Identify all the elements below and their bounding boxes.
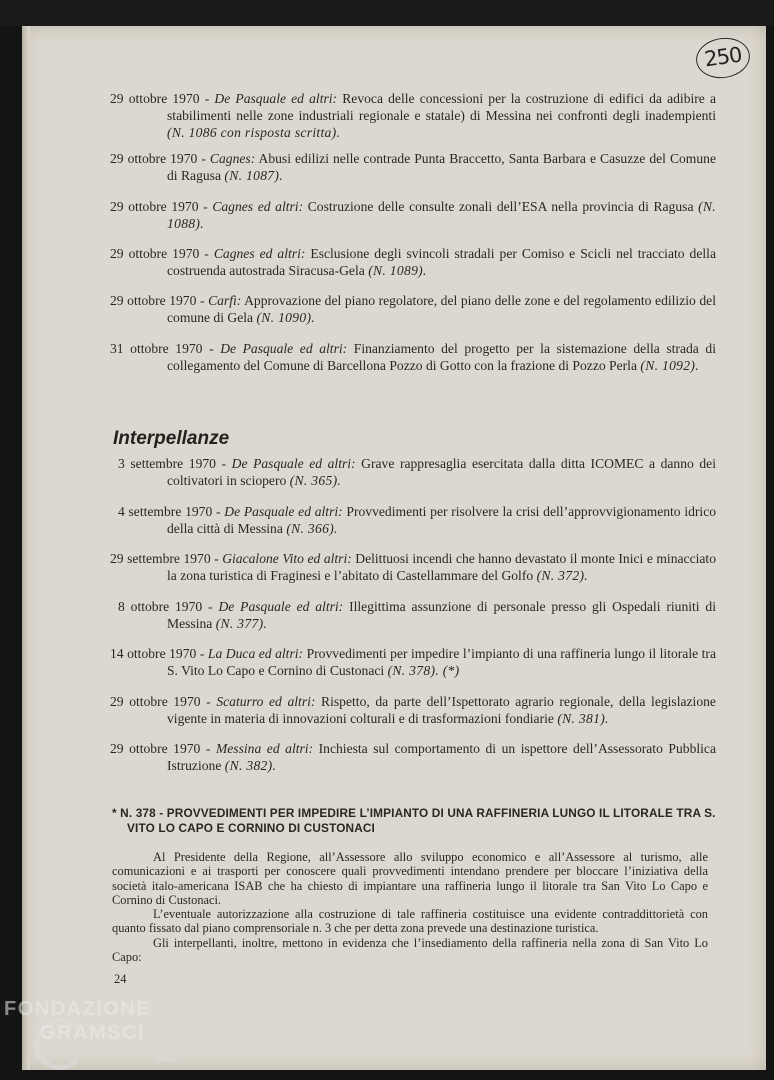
mozione-entry: 29 ottobre 1970 - Carfì: Approvazione del piano regolatore, del piano delle zone e del regolamento edilizio del comune di Gela (N. 1090). [110, 293, 716, 325]
handwritten-page-mark: 250 [693, 34, 752, 81]
mozione-entry: 29 ottobre 1970 - Cagnes ed altri: Esclusione degli svincoli stradali per Comiso e Scicli nel tracciato della costruenda autostrada Siracusa-Gela (N. 1089). [110, 246, 716, 278]
interpellanza-entry: 3 settembre 1970 - De Pasquale ed altri: Grave rappresaglia esercitata dalla ditta ICOMEC a danno dei coltivatori in sciopero (N. 365). [118, 456, 716, 488]
interpellanza-entry: 29 ottobre 1970 - Messina ed altri: Inchiesta sul comportamento di un ispettore dell’Assessorato Pubblica Istruzione (N. 382). [110, 741, 716, 773]
scan-background [0, 0, 774, 26]
mozione-entry: 31 ottobre 1970 - De Pasquale ed altri: Finanziamento del progetto per la sistemazione della strada di collegamento del Comune di Barcellona Pozzo di Gotto con la frazione di Pozzo Perla (N. 1092). [110, 341, 716, 373]
page-binding-edge [22, 26, 30, 1070]
interpellanza-entry: 29 settembre 1970 - Giacalone Vito ed altri: Delittuosi incendi che hanno devastato il monte Inici e minacciato la zona turistica di Fraginesi e l’abitato di Castellammare del Golfo (N. 372). [110, 551, 716, 583]
interpellanza-entry: 14 ottobre 1970 - La Duca ed altri: Provvedimenti per impedire l’impianto di una raffineria lungo il litorale tra S. Vito Lo Capo e Cornino di Custonaci (N. 378). (*) [110, 646, 716, 678]
page-number: 24 [114, 972, 127, 986]
mozione-entry: 29 ottobre 1970 - Cagnes: Abusi edilizi nelle contrade Punta Braccetto, Santa Barbara e Casuzze del Comune di Ragusa (N. 1087). [110, 151, 717, 183]
section-title: Interpellanze [113, 428, 230, 449]
mozione-entry: 29 ottobre 1970 - Cagnes ed altri: Costruzione delle consulte zonali dell’ESA nella provincia di Ragusa (N. 1088). [110, 199, 717, 231]
mozione-entry: 29 ottobre 1970 - De Pasquale ed altri: Revoca delle concessioni per la costruzione di edifici da adibire a stabilimenti nelle zone industriali regionale e statale) di Messina nei confronti degli inadempienti (N. 1086 con risposta scritta). [110, 91, 717, 140]
footnote-paragraph: Al Presidente della Regione, all’Assessore allo sviluppo economico e all’Assessore al turismo, alle comunicazioni e ai trasporti per conoscere quali provvedimenti intendano prendere per bloccare l’iniziativa della società italo-americana ISAB che ha chiesto di impiantare una raffineria lungo il litorale tra San Vito Lo Capo e Cornino di Custonaci. [112, 850, 708, 907]
interpellanza-entry: 8 ottobre 1970 - De Pasquale ed altri: Illegittima assunzione di personale presso gli Ospedali riuniti di Messina (N. 377). [118, 599, 716, 631]
footnote-paragraph: L’eventuale autorizzazione alla costruzione di tale raffineria costituisce una evidente contraddittorietà con quanto fissato dal piano comprensoriale n. 3 che per detta zona prevede una destinazione turistica. [112, 907, 708, 936]
watermark-logo: FONDAZIONE GRAMSCI onlus [4, 996, 204, 1080]
interpellanza-entry: 4 settembre 1970 - De Pasquale ed altri: Provvedimenti per risolvere la crisi dell’approvvigionamento idrico della città di Messina (N. 366). [118, 504, 717, 536]
interpellanza-entry: 29 ottobre 1970 - Scaturro ed altri: Rispetto, da parte dell’Ispettorato agrario regionale, della legislazione vigente in materia di innovazioni colturali e di trasformazioni fondiarie (N. 381). [110, 694, 716, 726]
footnote-paragraph: Gli interpellanti, inoltre, mettono in evidenza che l’insediamento della raffineria nella zona di San Vito Lo Capo: [112, 935, 708, 965]
footnote-body [112, 850, 708, 964]
footnote-heading: * N. 378 - PROVVEDIMENTI PER IMPEDIRE L’IMPIANTO DI UNA RAFFINERIA LUNGO IL LITORALE TRA S. VITO LO CAPO E CORNINO DI CUSTONACI [112, 806, 716, 835]
